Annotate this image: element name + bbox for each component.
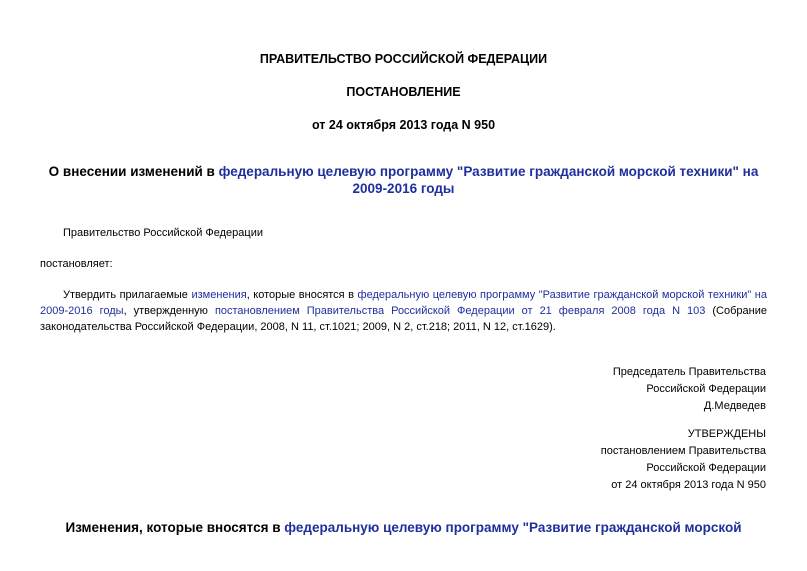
paragraph-text-3: , утвержденную: [123, 305, 215, 317]
changes-link[interactable]: изменения: [191, 289, 247, 301]
approval-block: [466, 426, 766, 494]
resolves-text: постановляет:: [40, 258, 113, 270]
approval-line-2: постановлением Правительства: [600, 445, 766, 457]
resolution-link[interactable]: постановлением Правительства Российской Федерации от 21 февраля 2008 года N 103: [214, 305, 706, 317]
program-link[interactable]: федеральную целевую программу "Развитие гражданской морской техники" на 2009-2016 годы: [40, 289, 768, 317]
approval-line-3: Российской Федерации: [646, 462, 766, 474]
changes-title: [0, 519, 807, 536]
date-number-heading: от 24 октября 2013 года N 950: [311, 118, 496, 132]
signature-line-2: Российской Федерации: [646, 383, 766, 395]
signature-block: [466, 364, 766, 415]
paragraph-text-1: Утвердить прилагаемые: [63, 289, 192, 301]
approval-line-1: УТВЕРЖДЕНЫ: [687, 428, 766, 440]
signature-name: Д.Медведев: [703, 400, 766, 412]
changes-program-link[interactable]: федеральную целевую программу "Развитие гражданской морской: [284, 520, 742, 535]
signature-line-1: Председатель Правительства: [612, 366, 766, 378]
main-paragraph: [40, 287, 767, 335]
approval-line-4: от 24 октября 2013 года N 950: [611, 479, 766, 491]
program-title-link[interactable]: федеральную целевую программу "Развитие гражданской морской техники" на 2009-2016 годы: [218, 164, 759, 196]
paragraph-text-2: , которые вносятся в: [246, 289, 358, 301]
document-title: [45, 163, 762, 197]
title-prefix: О внесении изменений в: [48, 164, 219, 179]
changes-title-prefix: Изменения, которые вносятся в: [65, 520, 285, 535]
government-heading: ПРАВИТЕЛЬСТВО РОССИЙСКОЙ ФЕДЕРАЦИИ: [259, 52, 548, 66]
document-type-heading: ПОСТАНОВЛЕНИЕ: [346, 85, 461, 99]
paragraph-text-4: (Собрание законодательства Российской Федерации, 2008, N 11, ст.1021; 2009, N 2, ст.218; 2011, N 12, ст.1629).: [40, 305, 767, 333]
intro-text: Правительство Российской Федерации: [63, 227, 263, 239]
